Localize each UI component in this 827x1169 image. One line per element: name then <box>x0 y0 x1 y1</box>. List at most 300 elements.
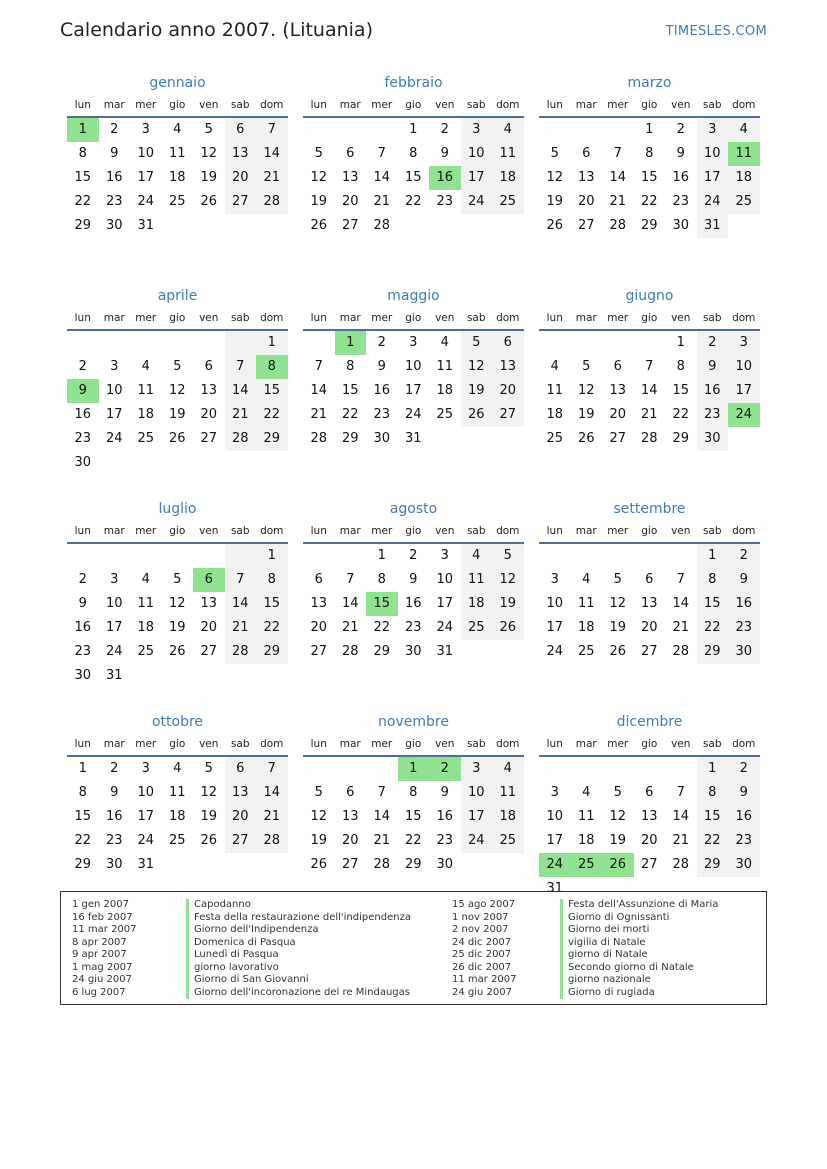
day-cell[interactable]: 24 <box>436 620 454 635</box>
day-cell[interactable]: 8 <box>377 572 386 587</box>
day-cell[interactable]: 7 <box>256 757 288 781</box>
day-cell[interactable]: 13 <box>341 809 359 824</box>
day-cell[interactable]: 9 <box>676 146 685 161</box>
day-cell[interactable]: 24 <box>105 644 123 659</box>
day-cell[interactable]: 19 <box>546 194 564 209</box>
day-cell[interactable]: 6 <box>314 572 323 587</box>
day-cell[interactable]: 2 <box>440 122 449 137</box>
day-cell[interactable]: 14 <box>225 379 257 403</box>
day-cell[interactable]: 14 <box>373 809 391 824</box>
day-cell[interactable]: 17 <box>137 809 155 824</box>
day-cell[interactable]: 5 <box>613 572 622 587</box>
day-cell[interactable]: 2 <box>377 335 386 350</box>
day-cell[interactable]: 5 <box>204 122 213 137</box>
day-cell[interactable]: 4 <box>173 761 182 776</box>
day-cell[interactable]: 27 <box>225 190 257 214</box>
day-cell[interactable]: 7 <box>613 146 622 161</box>
day-cell[interactable]: 27 <box>577 218 595 233</box>
day-cell[interactable]: 17 <box>461 805 493 829</box>
day-cell[interactable]: 20 <box>640 833 658 848</box>
day-cell[interactable]: 5 <box>492 544 524 568</box>
day-cell[interactable]: 3 <box>461 118 493 142</box>
day-cell[interactable]: 30 <box>74 668 92 683</box>
day-cell[interactable]: 9 <box>728 781 760 805</box>
day-cell[interactable]: 19 <box>577 407 595 422</box>
day-cell[interactable]: 28 <box>373 857 391 872</box>
day-cell[interactable]: 8 <box>78 785 87 800</box>
day-cell[interactable]: 28 <box>310 431 328 446</box>
day-cell[interactable]: 22 <box>640 194 658 209</box>
day-cell[interactable]: 12 <box>546 170 564 185</box>
day-cell[interactable]: 25 <box>546 431 564 446</box>
day-cell[interactable]: 20 <box>200 620 218 635</box>
day-cell[interactable]: 1 <box>256 331 288 355</box>
day-cell[interactable]: 30 <box>728 853 760 877</box>
day-cell[interactable]: 27 <box>225 829 257 853</box>
day-cell[interactable]: 11 <box>168 146 186 161</box>
day-cell[interactable]: 26 <box>168 431 186 446</box>
day-cell[interactable]: 4 <box>492 118 524 142</box>
day-cell[interactable]: 26 <box>168 644 186 659</box>
day-cell[interactable]: 18 <box>577 833 595 848</box>
day-cell[interactable]: 3 <box>141 122 150 137</box>
day-cell[interactable]: 2 <box>110 122 119 137</box>
day-cell[interactable]: 17 <box>461 166 493 190</box>
day-cell[interactable]: 9 <box>697 355 729 379</box>
day-cell[interactable]: 7 <box>225 355 257 379</box>
day-cell[interactable]: 20 <box>640 620 658 635</box>
day-cell[interactable]: 14 <box>672 596 690 611</box>
day-cell[interactable]: 16 <box>105 170 123 185</box>
day-cell[interactable]: 11 <box>492 142 524 166</box>
day-cell[interactable]: 22 <box>74 833 92 848</box>
day-cell[interactable]: 27 <box>640 644 658 659</box>
day-cell[interactable]: 30 <box>728 640 760 664</box>
day-cell[interactable]: 26 <box>577 431 595 446</box>
day-cell[interactable]: 25 <box>168 194 186 209</box>
day-cell[interactable]: 29 <box>672 431 690 446</box>
day-cell[interactable]: 9 <box>67 379 99 403</box>
day-cell[interactable]: 28 <box>256 829 288 853</box>
day-cell[interactable]: 10 <box>137 785 155 800</box>
day-cell[interactable]: 18 <box>137 407 155 422</box>
day-cell[interactable]: 30 <box>373 431 391 446</box>
day-cell[interactable]: 21 <box>373 833 391 848</box>
brand-link[interactable]: TIMESLES.COM <box>665 24 767 39</box>
day-cell[interactable]: 24 <box>546 644 564 659</box>
day-cell[interactable]: 17 <box>546 620 564 635</box>
day-cell[interactable]: 20 <box>341 194 359 209</box>
day-cell[interactable]: 3 <box>550 572 559 587</box>
day-cell[interactable]: 13 <box>200 596 218 611</box>
day-cell[interactable]: 1 <box>256 544 288 568</box>
day-cell[interactable]: 14 <box>640 383 658 398</box>
day-cell[interactable]: 28 <box>609 218 627 233</box>
day-cell[interactable]: 1 <box>377 548 386 563</box>
day-cell[interactable]: 19 <box>609 620 627 635</box>
day-cell[interactable]: 3 <box>697 118 729 142</box>
day-cell[interactable]: 10 <box>436 572 454 587</box>
day-cell[interactable]: 12 <box>168 383 186 398</box>
day-cell[interactable]: 25 <box>137 644 155 659</box>
day-cell[interactable]: 7 <box>645 359 654 374</box>
day-cell[interactable]: 2 <box>728 757 760 781</box>
day-cell[interactable]: 2 <box>409 548 418 563</box>
day-cell[interactable]: 17 <box>105 407 123 422</box>
day-cell[interactable]: 30 <box>105 857 123 872</box>
day-cell[interactable]: 27 <box>341 857 359 872</box>
day-cell[interactable]: 25 <box>492 190 524 214</box>
day-cell[interactable]: 3 <box>440 548 449 563</box>
day-cell[interactable]: 13 <box>225 781 257 805</box>
day-cell[interactable]: 19 <box>310 194 328 209</box>
day-cell[interactable]: 14 <box>609 170 627 185</box>
day-cell[interactable]: 1 <box>67 118 99 142</box>
day-cell[interactable]: 4 <box>440 335 449 350</box>
day-cell[interactable]: 31 <box>137 218 155 233</box>
day-cell[interactable]: 27 <box>609 431 627 446</box>
day-cell[interactable]: 4 <box>141 359 150 374</box>
day-cell[interactable]: 11 <box>492 781 524 805</box>
day-cell[interactable]: 12 <box>577 383 595 398</box>
day-cell[interactable]: 13 <box>640 596 658 611</box>
day-cell[interactable]: 5 <box>461 331 493 355</box>
day-cell[interactable]: 9 <box>440 146 449 161</box>
day-cell[interactable]: 10 <box>461 781 493 805</box>
day-cell[interactable]: 23 <box>74 431 92 446</box>
day-cell[interactable]: 22 <box>256 403 288 427</box>
day-cell[interactable]: 31 <box>404 431 422 446</box>
day-cell[interactable]: 7 <box>676 572 685 587</box>
day-cell[interactable]: 1 <box>645 122 654 137</box>
day-cell[interactable]: 21 <box>672 833 690 848</box>
day-cell[interactable]: 20 <box>310 620 328 635</box>
day-cell[interactable]: 16 <box>74 620 92 635</box>
day-cell[interactable]: 5 <box>613 785 622 800</box>
day-cell[interactable]: 24 <box>137 833 155 848</box>
day-cell[interactable]: 3 <box>110 572 119 587</box>
day-cell[interactable]: 19 <box>168 620 186 635</box>
day-cell[interactable]: 29 <box>74 857 92 872</box>
day-cell[interactable]: 16 <box>373 383 391 398</box>
day-cell[interactable]: 7 <box>377 146 386 161</box>
day-cell[interactable]: 2 <box>78 572 87 587</box>
day-cell[interactable]: 20 <box>577 194 595 209</box>
day-cell[interactable]: 27 <box>310 644 328 659</box>
day-cell[interactable]: 21 <box>341 620 359 635</box>
day-cell[interactable]: 16 <box>105 809 123 824</box>
day-cell[interactable]: 25 <box>168 833 186 848</box>
day-cell[interactable]: 7 <box>377 785 386 800</box>
day-cell[interactable]: 25 <box>137 431 155 446</box>
day-cell[interactable]: 25 <box>492 829 524 853</box>
day-cell[interactable]: 28 <box>225 640 257 664</box>
day-cell[interactable]: 12 <box>461 355 493 379</box>
day-cell[interactable]: 26 <box>461 403 493 427</box>
day-cell[interactable]: 14 <box>225 592 257 616</box>
day-cell[interactable]: 30 <box>404 644 422 659</box>
day-cell[interactable]: 22 <box>256 616 288 640</box>
day-cell[interactable]: 22 <box>697 616 729 640</box>
day-cell[interactable]: 25 <box>571 853 603 877</box>
day-cell[interactable]: 15 <box>366 592 398 616</box>
day-cell[interactable]: 24 <box>105 431 123 446</box>
day-cell[interactable]: 17 <box>105 620 123 635</box>
day-cell[interactable]: 11 <box>168 785 186 800</box>
day-cell[interactable]: 16 <box>672 170 690 185</box>
day-cell[interactable]: 31 <box>105 668 123 683</box>
day-cell[interactable]: 22 <box>404 833 422 848</box>
day-cell[interactable]: 8 <box>409 785 418 800</box>
day-cell[interactable]: 7 <box>225 568 257 592</box>
day-cell[interactable]: 21 <box>256 805 288 829</box>
day-cell[interactable]: 7 <box>346 572 355 587</box>
day-cell[interactable]: 29 <box>640 218 658 233</box>
day-cell[interactable]: 16 <box>728 805 760 829</box>
day-cell[interactable]: 14 <box>373 170 391 185</box>
day-cell[interactable]: 10 <box>137 146 155 161</box>
day-cell[interactable]: 5 <box>582 359 591 374</box>
day-cell[interactable]: 20 <box>492 379 524 403</box>
day-cell[interactable]: 21 <box>256 166 288 190</box>
day-cell[interactable]: 13 <box>310 596 328 611</box>
day-cell[interactable]: 15 <box>640 170 658 185</box>
day-cell[interactable]: 11 <box>461 568 493 592</box>
day-cell[interactable]: 5 <box>314 146 323 161</box>
day-cell[interactable]: 31 <box>697 214 729 238</box>
day-cell[interactable]: 5 <box>204 761 213 776</box>
day-cell[interactable]: 2 <box>697 331 729 355</box>
day-cell[interactable]: 8 <box>697 781 729 805</box>
day-cell[interactable]: 23 <box>672 194 690 209</box>
day-cell[interactable]: 11 <box>577 809 595 824</box>
day-cell[interactable]: 4 <box>582 785 591 800</box>
day-cell[interactable]: 12 <box>310 809 328 824</box>
day-cell[interactable]: 23 <box>728 829 760 853</box>
day-cell[interactable]: 30 <box>74 455 92 470</box>
day-cell[interactable]: 17 <box>137 170 155 185</box>
day-cell[interactable]: 9 <box>409 572 418 587</box>
day-cell[interactable]: 20 <box>609 407 627 422</box>
day-cell[interactable]: 5 <box>173 359 182 374</box>
day-cell[interactable]: 3 <box>728 331 760 355</box>
day-cell[interactable]: 21 <box>640 407 658 422</box>
day-cell[interactable]: 25 <box>728 190 760 214</box>
day-cell[interactable]: 8 <box>346 359 355 374</box>
day-cell[interactable]: 30 <box>105 218 123 233</box>
day-cell[interactable]: 15 <box>672 383 690 398</box>
day-cell[interactable]: 12 <box>310 170 328 185</box>
day-cell[interactable]: 4 <box>550 359 559 374</box>
day-cell[interactable]: 30 <box>672 218 690 233</box>
day-cell[interactable]: 4 <box>492 757 524 781</box>
day-cell[interactable]: 29 <box>697 853 729 877</box>
day-cell[interactable]: 13 <box>609 383 627 398</box>
day-cell[interactable]: 28 <box>341 644 359 659</box>
day-cell[interactable]: 18 <box>728 166 760 190</box>
day-cell[interactable]: 9 <box>110 146 119 161</box>
day-cell[interactable]: 15 <box>341 383 359 398</box>
day-cell[interactable]: 21 <box>225 403 257 427</box>
day-cell[interactable]: 27 <box>200 431 218 446</box>
day-cell[interactable]: 10 <box>697 142 729 166</box>
day-cell[interactable]: 23 <box>436 833 454 848</box>
day-cell[interactable]: 21 <box>310 407 328 422</box>
day-cell[interactable]: 6 <box>225 757 257 781</box>
day-cell[interactable]: 12 <box>609 809 627 824</box>
day-cell[interactable]: 6 <box>582 146 591 161</box>
day-cell[interactable]: 26 <box>200 194 218 209</box>
day-cell[interactable]: 18 <box>577 620 595 635</box>
day-cell[interactable]: 18 <box>546 407 564 422</box>
day-cell[interactable]: 24 <box>728 403 760 427</box>
day-cell[interactable]: 16 <box>429 166 461 190</box>
day-cell[interactable]: 26 <box>310 857 328 872</box>
day-cell[interactable]: 21 <box>225 616 257 640</box>
day-cell[interactable]: 14 <box>256 781 288 805</box>
day-cell[interactable]: 24 <box>539 853 571 877</box>
day-cell[interactable]: 9 <box>377 359 386 374</box>
day-cell[interactable]: 26 <box>492 616 524 640</box>
day-cell[interactable]: 1 <box>697 757 729 781</box>
day-cell[interactable]: 29 <box>404 857 422 872</box>
day-cell[interactable]: 24 <box>461 829 493 853</box>
day-cell[interactable]: 16 <box>74 407 92 422</box>
day-cell[interactable]: 12 <box>200 785 218 800</box>
day-cell[interactable]: 9 <box>728 568 760 592</box>
day-cell[interactable]: 31 <box>436 644 454 659</box>
day-cell[interactable]: 24 <box>137 194 155 209</box>
day-cell[interactable]: 12 <box>200 146 218 161</box>
day-cell[interactable]: 17 <box>546 833 564 848</box>
day-cell[interactable]: 26 <box>609 644 627 659</box>
day-cell[interactable]: 13 <box>577 170 595 185</box>
day-cell[interactable]: 7 <box>314 359 323 374</box>
day-cell[interactable]: 28 <box>672 644 690 659</box>
day-cell[interactable]: 19 <box>200 809 218 824</box>
day-cell[interactable]: 26 <box>200 833 218 848</box>
day-cell[interactable]: 30 <box>436 857 454 872</box>
day-cell[interactable]: 24 <box>404 407 422 422</box>
day-cell[interactable]: 31 <box>546 881 564 896</box>
day-cell[interactable]: 8 <box>697 568 729 592</box>
day-cell[interactable]: 10 <box>546 596 564 611</box>
day-cell[interactable]: 22 <box>404 194 422 209</box>
day-cell[interactable]: 17 <box>436 596 454 611</box>
day-cell[interactable]: 1 <box>409 122 418 137</box>
day-cell[interactable]: 27 <box>200 644 218 659</box>
day-cell[interactable]: 24 <box>697 190 729 214</box>
day-cell[interactable]: 4 <box>141 572 150 587</box>
day-cell[interactable]: 8 <box>78 146 87 161</box>
day-cell[interactable]: 8 <box>256 568 288 592</box>
day-cell[interactable]: 25 <box>577 644 595 659</box>
day-cell[interactable]: 6 <box>193 568 225 592</box>
day-cell[interactable]: 11 <box>577 596 595 611</box>
day-cell[interactable]: 1 <box>697 544 729 568</box>
day-cell[interactable]: 4 <box>582 572 591 587</box>
day-cell[interactable]: 23 <box>373 407 391 422</box>
day-cell[interactable]: 26 <box>546 218 564 233</box>
day-cell[interactable]: 15 <box>74 170 92 185</box>
day-cell[interactable]: 12 <box>492 568 524 592</box>
day-cell[interactable]: 1 <box>78 761 87 776</box>
day-cell[interactable]: 18 <box>461 592 493 616</box>
day-cell[interactable]: 4 <box>461 544 493 568</box>
day-cell[interactable]: 18 <box>492 166 524 190</box>
day-cell[interactable]: 18 <box>436 383 454 398</box>
day-cell[interactable]: 14 <box>341 596 359 611</box>
day-cell[interactable]: 17 <box>728 379 760 403</box>
day-cell[interactable]: 2 <box>78 359 87 374</box>
day-cell[interactable]: 25 <box>461 616 493 640</box>
day-cell[interactable]: 17 <box>404 383 422 398</box>
day-cell[interactable]: 8 <box>256 355 288 379</box>
day-cell[interactable]: 15 <box>256 592 288 616</box>
day-cell[interactable]: 10 <box>728 355 760 379</box>
day-cell[interactable]: 21 <box>609 194 627 209</box>
day-cell[interactable]: 13 <box>341 170 359 185</box>
day-cell[interactable]: 28 <box>256 190 288 214</box>
day-cell[interactable]: 6 <box>204 359 213 374</box>
day-cell[interactable]: 9 <box>440 785 449 800</box>
day-cell[interactable]: 6 <box>346 146 355 161</box>
day-cell[interactable]: 3 <box>141 761 150 776</box>
day-cell[interactable]: 21 <box>373 194 391 209</box>
day-cell[interactable]: 28 <box>373 218 391 233</box>
day-cell[interactable]: 11 <box>728 142 760 166</box>
day-cell[interactable]: 29 <box>256 427 288 451</box>
day-cell[interactable]: 13 <box>225 142 257 166</box>
day-cell[interactable]: 28 <box>672 857 690 872</box>
day-cell[interactable]: 29 <box>697 640 729 664</box>
day-cell[interactable]: 14 <box>672 809 690 824</box>
day-cell[interactable]: 18 <box>492 805 524 829</box>
day-cell[interactable]: 10 <box>461 142 493 166</box>
day-cell[interactable]: 3 <box>550 785 559 800</box>
day-cell[interactable]: 6 <box>645 785 654 800</box>
day-cell[interactable]: 10 <box>546 809 564 824</box>
day-cell[interactable]: 22 <box>74 194 92 209</box>
day-cell[interactable]: 23 <box>105 194 123 209</box>
day-cell[interactable]: 29 <box>373 644 391 659</box>
day-cell[interactable]: 23 <box>105 833 123 848</box>
day-cell[interactable]: 23 <box>697 403 729 427</box>
day-cell[interactable]: 3 <box>110 359 119 374</box>
day-cell[interactable]: 2 <box>676 122 685 137</box>
day-cell[interactable]: 14 <box>310 383 328 398</box>
day-cell[interactable]: 5 <box>314 785 323 800</box>
day-cell[interactable]: 8 <box>645 146 654 161</box>
day-cell[interactable]: 20 <box>341 833 359 848</box>
day-cell[interactable]: 28 <box>640 431 658 446</box>
day-cell[interactable]: 18 <box>168 170 186 185</box>
day-cell[interactable]: 20 <box>225 166 257 190</box>
day-cell[interactable]: 16 <box>728 592 760 616</box>
day-cell[interactable]: 19 <box>609 833 627 848</box>
day-cell[interactable]: 22 <box>373 620 391 635</box>
day-cell[interactable]: 11 <box>137 596 155 611</box>
day-cell[interactable]: 11 <box>436 359 454 374</box>
day-cell[interactable]: 27 <box>492 403 524 427</box>
day-cell[interactable]: 10 <box>105 383 123 398</box>
day-cell[interactable]: 16 <box>436 809 454 824</box>
day-cell[interactable]: 19 <box>168 407 186 422</box>
day-cell[interactable]: 2 <box>728 544 760 568</box>
day-cell[interactable]: 13 <box>492 355 524 379</box>
day-cell[interactable]: 15 <box>697 805 729 829</box>
day-cell[interactable]: 23 <box>728 616 760 640</box>
